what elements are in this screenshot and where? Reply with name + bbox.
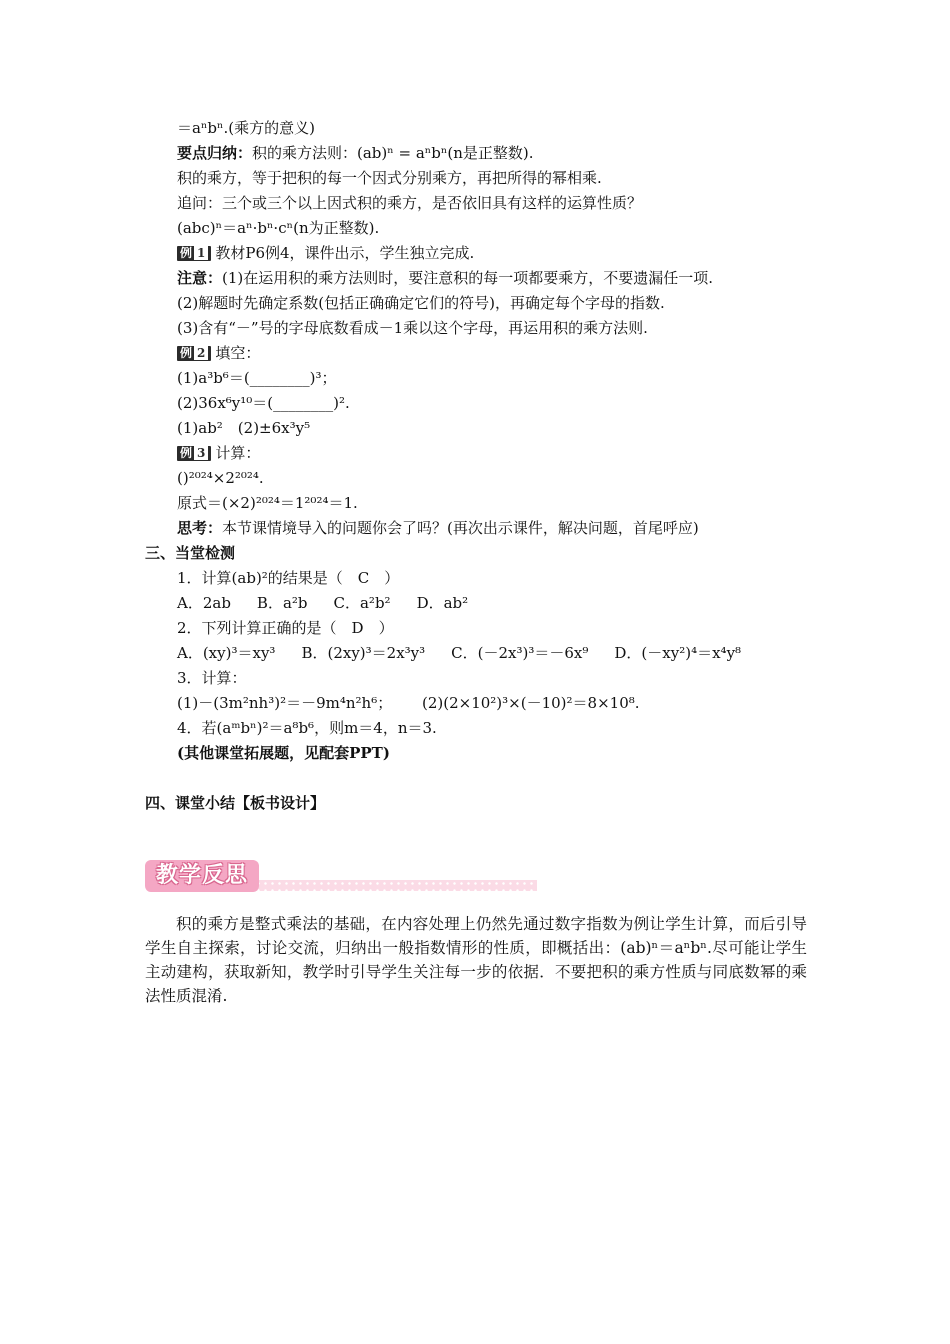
quiz-question-2-options (177, 643, 767, 663)
example-2-question-2: (2)36x⁶y¹⁰＝(________)². (177, 394, 350, 412)
example-1-text: 教材P6例4，课件出示，学生独立完成. (215, 244, 475, 262)
extension-note: (其他课堂拓展题，见配套PPT) (177, 744, 390, 762)
quiz-question-1: 1．计算(ab)²的结果是（ C ） (177, 569, 400, 587)
example-3-answer: 原式＝(×2)²⁰²⁴＝1²⁰²⁴＝1. (177, 494, 358, 512)
rule-statement: 积的乘方，等于把积的每一个因式分别乘方，再把所得的幂相乘. (177, 169, 602, 187)
quiz-question-4: 4．若(aᵐbⁿ)²＝a⁸b⁶，则m＝4，n＝3. (177, 719, 437, 737)
section-3-heading: 三、当堂检测 (145, 544, 236, 562)
example-2-text: 填空： (215, 344, 261, 362)
note-line-2: (2)解题时先确定系数(包括正确确定它们的符号)，再确定每个字母的指数. (177, 294, 665, 312)
reflection-banner (145, 860, 537, 894)
quiz-question-3-part-2: (2)(2×10²)³×(－10)²＝8×10⁸. (422, 694, 640, 712)
section-4-heading: 四、课堂小结【板书设计】 (145, 794, 326, 812)
option-b: B．(2xy)³＝2x³y³ (301, 644, 426, 662)
example-1 (177, 243, 474, 263)
example-3-text: 计算： (215, 444, 261, 462)
note-line-3: (3)含有“－”号的字母底数看成－1乘以这个字母，再运用积的乘方法则. (177, 319, 648, 337)
option-a: A．2ab (177, 594, 231, 612)
note-label: 注意： (177, 269, 223, 287)
reflection-paragraph: 积的乘方是整式乘法的基础，在内容处理上仍然先通过数字指数为例让学生计算，而后引导学生自主探索，讨论交流，归纳出一般指数情形的性质，即概括出：(ab)ⁿ＝aⁿbⁿ.尽可能让学生主动建构，获取新知，教学时引导学生关注每一步的依据．不要把积的乘方性质与同底数幂的乘法性质混淆. (145, 915, 807, 1005)
quiz-question-2: 2．下列计算正确的是（ D ） (177, 619, 394, 637)
example-1-badge: 例 1 (177, 246, 211, 261)
example-3-badge: 例 3 (177, 446, 211, 461)
example-2 (177, 343, 260, 363)
example-2-question-1: (1)a³b⁶＝(________)³； (177, 369, 337, 387)
key-point-line (177, 143, 534, 163)
quiz-question-3: 3．计算： (177, 669, 247, 687)
think-text: 本节课情境导入的问题你会了吗？(再次出示课件，解决问题，首尾呼应) (222, 519, 699, 537)
think-line (177, 518, 699, 538)
key-point-text: 积的乘方法则：(ab)ⁿ = aⁿbⁿ(n是正整数). (252, 144, 534, 162)
option-b: B．a²b (256, 594, 308, 612)
think-label: 思考： (177, 519, 223, 537)
reflection-banner-title: 教学反思 (145, 860, 259, 892)
option-d: D．(－xy²)⁴＝x⁴y⁸ (614, 644, 742, 662)
example-2-badge: 例 2 (177, 346, 211, 361)
option-c: C．(－2x³)³＝－6x⁹ (451, 644, 589, 662)
option-d: D．ab² (416, 594, 469, 612)
extended-rule: (abc)ⁿ＝aⁿ·bⁿ·cⁿ(n为正整数). (177, 219, 380, 237)
option-c: C．a²b² (333, 594, 391, 612)
key-point-label: 要点归纳： (177, 144, 253, 162)
quiz-question-3-part-1: (1)－(3m²nh³)²＝－9m⁴n²h⁶； (177, 694, 393, 712)
example-3-question: ()²⁰²⁴×2²⁰²⁴. (177, 469, 264, 487)
follow-up-question: 追问：三个或三个以上因式积的乘方，是否依旧具有这样的运算性质？ (177, 194, 643, 212)
note-line-1: 注意：(1)在运用积的乘方法则时，要注意积的每一项都要乘方，不要遗漏任一项. (177, 269, 714, 287)
quiz-question-1-options (177, 593, 494, 613)
example-3 (177, 443, 260, 463)
derivation-line: ＝aⁿbⁿ.(乘方的意义) (177, 119, 315, 137)
banner-dotted-bar (255, 880, 537, 891)
option-a: A．(xy)³＝xy³ (177, 644, 276, 662)
example-2-answer: (1)ab² (2)±6x³y⁵ (177, 419, 311, 437)
